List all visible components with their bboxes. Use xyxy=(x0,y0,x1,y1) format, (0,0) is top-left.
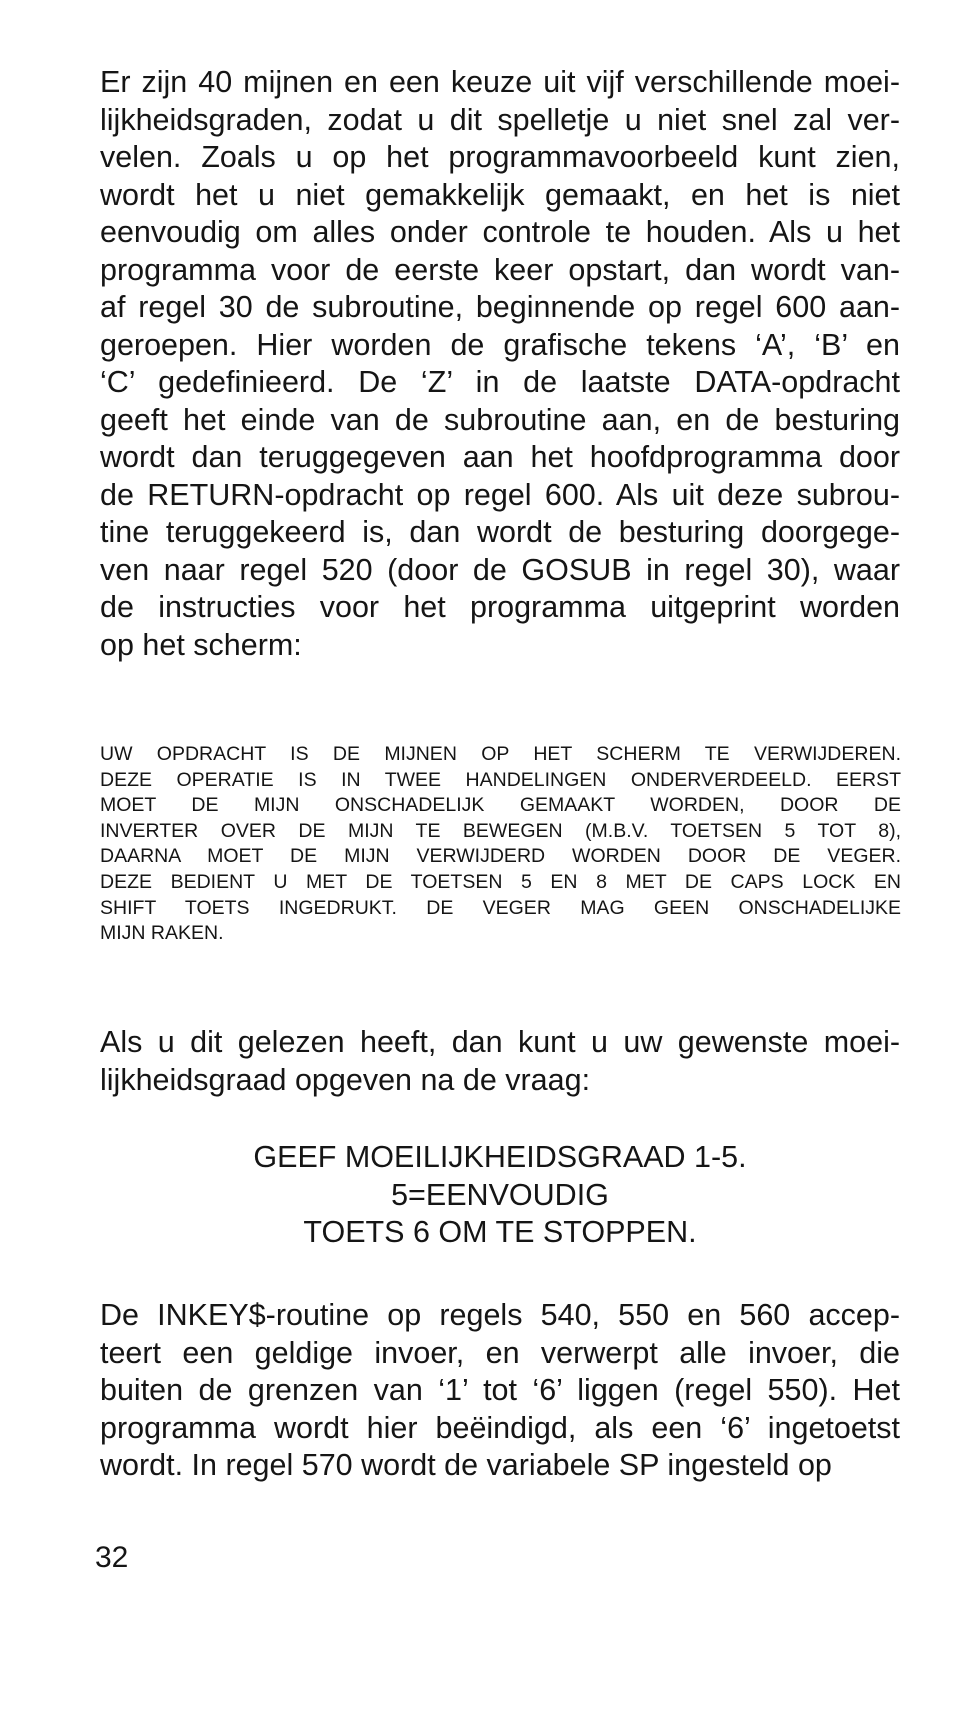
prompt-line: GEEF MOEILIJKHEIDSGRAAD 1-5. xyxy=(253,1140,747,1174)
text-line: eenvoudig om alles onder controle te houden. Als u het xyxy=(100,215,900,249)
text-line: programma wordt hier beëindigd, als een ‘6’ ingetoetst xyxy=(100,1410,900,1445)
text-line: geeft het einde van de subroutine aan, en de besturing xyxy=(100,402,900,437)
text-line: De INKEY$-routine op regels 540, 550 en 560 accep- xyxy=(100,1298,900,1332)
page-number: 32 xyxy=(95,1541,129,1574)
text-line: Als u dit gelezen heeft, dan kunt u uw gewenste moei- xyxy=(100,1025,900,1059)
text-line: tine teruggekeerd is, dan wordt de besturing doorgege- xyxy=(100,515,900,549)
text-line: de instructies voor het programma uitgeprint worden xyxy=(100,590,900,624)
text-line: ‘C’ gedefinieerd. De ‘Z’ in de laatste DATA-opdracht xyxy=(100,365,900,399)
screen-instructions-block xyxy=(100,742,901,947)
text-line: wordt het u niet gemakkelijk gemaakt, en het is niet xyxy=(100,177,900,212)
instruction-line: UW OPDRACHT IS DE MIJNEN OP HET SCHERM TE VERWIJDEREN. xyxy=(100,743,901,765)
instruction-line: DAARNA MOET DE MIJN VERWIJDERD WORDEN DOOR DE VEGER. xyxy=(100,845,901,868)
text-line: ven naar regel 520 (door de GOSUB in regel 30), waar xyxy=(100,552,900,587)
text-line: velen. Zoals u op het programmavoorbeeld kunt zien, xyxy=(100,140,900,174)
instruction-line: MIJN RAKEN. xyxy=(100,922,224,945)
text-line: buiten de grenzen van ‘1’ tot ‘6’ liggen (regel 550). Het xyxy=(100,1373,900,1407)
body-paragraph-intro xyxy=(100,64,900,664)
text-line: teert een geldige invoer, en verwerpt alle invoer, die xyxy=(100,1335,900,1370)
text-line: Er zijn 40 mijnen en een keuze uit vijf verschillende moei- xyxy=(100,65,900,99)
text-line: wordt dan teruggegeven aan het hoofdprogramma door xyxy=(100,440,900,474)
text-line: af regel 30 de subroutine, beginnende op regel 600 aan- xyxy=(100,290,900,324)
difficulty-prompt xyxy=(100,1139,900,1252)
body-paragraph-difficulty xyxy=(100,1024,900,1099)
instruction-line: SHIFT TOETS INGEDRUKT. DE VEGER MAG GEEN ONSCHADELIJKE xyxy=(100,896,901,919)
text-line: lijkheidsgraden, zodat u dit spelletje u niet snel zal ver- xyxy=(100,102,900,137)
text-line: de RETURN-opdracht op regel 600. Als uit deze subrou- xyxy=(100,477,900,512)
text-line: programma voor de eerste keer opstart, dan wordt van- xyxy=(100,252,900,287)
instruction-line: DEZE OPERATIE IS IN TWEE HANDELINGEN ONDERVERDEELD. EERST xyxy=(100,768,901,791)
body-paragraph-inkey xyxy=(100,1297,900,1485)
instruction-line: MOET DE MIJN ONSCHADELIJK GEMAAKT WORDEN, DOOR DE xyxy=(100,794,901,817)
instruction-line: DEZE BEDIENT U MET DE TOETSEN 5 EN 8 MET DE CAPS LOCK EN xyxy=(100,870,901,893)
text-line: lijkheidsgraad opgeven na de vraag: xyxy=(100,1062,591,1097)
instruction-line: INVERTER OVER DE MIJN TE BEWEGEN (M.B.V. TOETSEN 5 TOT 8), xyxy=(100,819,901,842)
text-line: wordt. In regel 570 wordt de variabele SP ingesteld op xyxy=(100,1448,832,1482)
prompt-line: 5=EENVOUDIG xyxy=(391,1177,609,1212)
prompt-line: TOETS 6 OM TE STOPPEN. xyxy=(303,1215,697,1249)
text-line: geroepen. Hier worden de grafische tekens ‘A’, ‘B’ en xyxy=(100,327,900,362)
text-line: op het scherm: xyxy=(100,627,302,662)
